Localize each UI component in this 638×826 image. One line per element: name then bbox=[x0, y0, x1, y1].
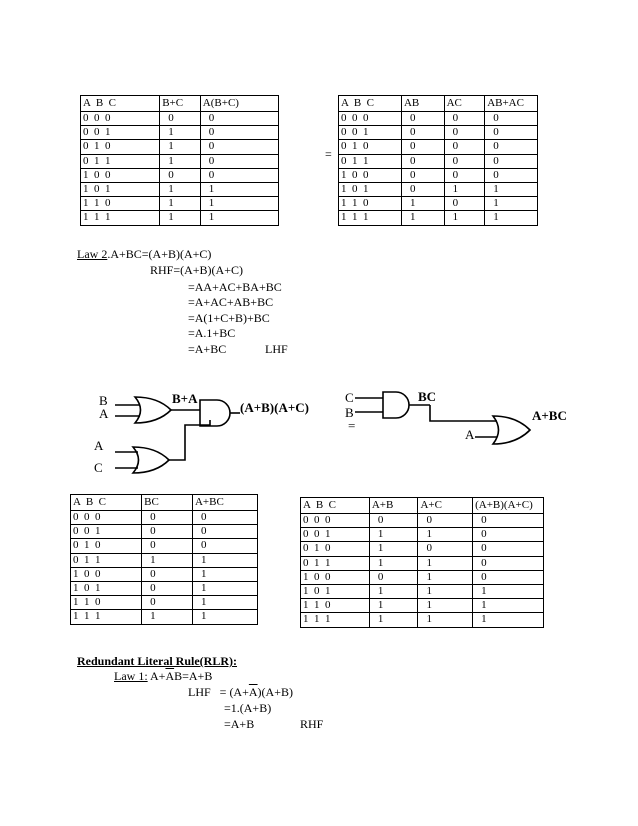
table-cell: 1 bbox=[401, 197, 444, 211]
table-cell: 1 1 1 bbox=[339, 211, 402, 225]
table-cell: 0 bbox=[444, 140, 485, 154]
table-cell: 1 bbox=[473, 584, 544, 598]
rlr-line-2: =1.(A+B) bbox=[224, 701, 272, 715]
input-a-label: A bbox=[99, 406, 109, 421]
table-cell: 1 1 0 bbox=[81, 197, 160, 211]
table-cell: 1 bbox=[444, 182, 485, 196]
table-cell: 1 bbox=[473, 613, 544, 627]
law2-line-6: =A+BC bbox=[188, 342, 227, 356]
table-cell: 0 0 0 bbox=[339, 112, 402, 126]
rlr-law1-expr-a: A+ bbox=[150, 669, 166, 683]
combined-output-label: (A+B)(A+C) bbox=[240, 400, 309, 415]
table-cell: 1 bbox=[200, 182, 278, 196]
truth-table-a-plus-b-times-a-plus-c bbox=[300, 497, 544, 628]
column-header: AB+AC bbox=[485, 96, 538, 112]
or-gate-2 bbox=[133, 447, 169, 473]
table-cell: 1 0 1 bbox=[301, 584, 370, 598]
table-cell: 1 0 1 bbox=[71, 581, 142, 595]
table-cell: 1 bbox=[369, 542, 418, 556]
table-cell: 0 bbox=[200, 112, 278, 126]
table-cell: 1 0 0 bbox=[71, 567, 142, 581]
table-cell: 1 bbox=[200, 211, 278, 225]
input-c-label: C bbox=[94, 460, 103, 475]
table-cell: 0 bbox=[200, 126, 278, 140]
column-header: A B C bbox=[71, 495, 142, 511]
table-cell: 0 bbox=[192, 539, 257, 553]
truth-table-a-plus-bc bbox=[70, 494, 258, 625]
table-cell: 0 0 0 bbox=[71, 511, 142, 525]
law2-lhf-label: LHF bbox=[265, 342, 288, 356]
table-cell: 0 bbox=[200, 154, 278, 168]
table-cell: 0 bbox=[200, 168, 278, 182]
rlr-law1-a-bar: $\overline{A}$ bbox=[165, 669, 175, 683]
table-cell: 0 0 1 bbox=[81, 126, 160, 140]
table-cell: 0 bbox=[401, 112, 444, 126]
column-header: A(B+C) bbox=[200, 96, 278, 112]
rlr-lhf-line bbox=[188, 684, 293, 700]
column-header: A B C bbox=[301, 498, 370, 514]
table-row bbox=[301, 570, 544, 584]
table-cell: 0 bbox=[473, 542, 544, 556]
table-cell: 1 bbox=[369, 556, 418, 570]
input-a-right-label: A bbox=[465, 427, 475, 442]
table-cell: 0 1 1 bbox=[339, 154, 402, 168]
table-cell: 1 1 1 bbox=[81, 211, 160, 225]
final-output-label: A+BC bbox=[532, 408, 567, 423]
table-cell: 1 bbox=[192, 553, 257, 567]
table-cell: 0 1 0 bbox=[339, 140, 402, 154]
table-cell: 0 bbox=[418, 514, 473, 528]
table-cell: 1 bbox=[485, 182, 538, 196]
table-row bbox=[71, 539, 258, 553]
table-cell: 0 bbox=[444, 112, 485, 126]
column-header: A+B bbox=[369, 498, 418, 514]
rlr-law1 bbox=[114, 668, 212, 684]
table-row bbox=[301, 556, 544, 570]
or1-output-label: B+A bbox=[172, 391, 198, 406]
table-row bbox=[71, 553, 258, 567]
table-row bbox=[301, 528, 544, 542]
table-cell: 1 1 1 bbox=[301, 613, 370, 627]
table-cell: 1 0 1 bbox=[339, 182, 402, 196]
table-cell: 1 1 0 bbox=[339, 197, 402, 211]
table-cell: 0 bbox=[473, 528, 544, 542]
table-cell: 0 bbox=[444, 168, 485, 182]
table-cell: 1 0 0 bbox=[81, 168, 160, 182]
table-cell: 0 0 1 bbox=[339, 126, 402, 140]
table-cell: 0 bbox=[160, 112, 201, 126]
table-header-row bbox=[71, 495, 258, 511]
table-cell: 1 bbox=[418, 584, 473, 598]
rlr-lhf-prefix: LHF = (A+ bbox=[188, 685, 249, 699]
table-cell: 1 bbox=[160, 197, 201, 211]
table-cell: 0 0 1 bbox=[301, 528, 370, 542]
table-cell: 1 bbox=[418, 570, 473, 584]
table-cell: 0 bbox=[444, 154, 485, 168]
table-cell: 0 0 0 bbox=[81, 112, 160, 126]
table-cell: 0 1 0 bbox=[301, 542, 370, 556]
input-b-label: B bbox=[99, 393, 108, 408]
table-cell: 1 bbox=[160, 154, 201, 168]
table-cell: 1 bbox=[473, 599, 544, 613]
column-header: B+C bbox=[160, 96, 201, 112]
table-cell: 0 bbox=[142, 596, 193, 610]
rlr-line-3: =A+B bbox=[224, 717, 255, 731]
table-cell: 1 bbox=[200, 197, 278, 211]
table-cell: 0 bbox=[444, 197, 485, 211]
table-cell: 0 bbox=[485, 112, 538, 126]
table-cell: 1 bbox=[369, 599, 418, 613]
table-cell: 0 bbox=[485, 168, 538, 182]
table-cell: 0 bbox=[200, 140, 278, 154]
rlr-law1-label: Law 1: bbox=[114, 669, 148, 683]
table-cell: 0 bbox=[401, 168, 444, 182]
table-cell: 0 bbox=[192, 511, 257, 525]
law2-line-5: =A.1+BC bbox=[188, 326, 236, 340]
table-cell: 0 bbox=[401, 182, 444, 196]
table-row bbox=[301, 584, 544, 598]
table-cell: 1 bbox=[418, 599, 473, 613]
table-cell: 0 bbox=[160, 168, 201, 182]
table-cell: 1 bbox=[369, 584, 418, 598]
table-cell: 1 bbox=[160, 211, 201, 225]
table-cell: 1 bbox=[485, 197, 538, 211]
or-gate-1 bbox=[135, 397, 171, 423]
table-cell: 0 bbox=[444, 126, 485, 140]
column-header: A+C bbox=[418, 498, 473, 514]
table-cell: 0 bbox=[473, 556, 544, 570]
table-cell: 1 bbox=[192, 581, 257, 595]
law2-line-2: =AA+AC+BA+BC bbox=[188, 280, 282, 294]
equals-sign: = bbox=[325, 147, 332, 161]
table-cell: 1 bbox=[160, 126, 201, 140]
table-cell: 1 bbox=[160, 140, 201, 154]
table-cell: 1 bbox=[418, 556, 473, 570]
table-cell: 0 bbox=[485, 154, 538, 168]
table-row bbox=[71, 581, 258, 595]
table-cell: 0 1 0 bbox=[71, 539, 142, 553]
table-cell: 1 bbox=[192, 596, 257, 610]
table-cell: 0 bbox=[485, 140, 538, 154]
column-header: A B C bbox=[81, 96, 160, 112]
input-c-right-label: C bbox=[345, 390, 354, 405]
table-cell: 0 bbox=[401, 126, 444, 140]
table-cell: 0 bbox=[142, 581, 193, 595]
table-row bbox=[71, 596, 258, 610]
table-cell: 1 bbox=[418, 528, 473, 542]
table-cell: 0 bbox=[401, 140, 444, 154]
rlr-title: Redundant Literal Rule(RLR): bbox=[77, 654, 238, 668]
law2-label: Law 2 bbox=[77, 247, 108, 261]
table-cell: 0 1 1 bbox=[71, 553, 142, 567]
table-row bbox=[301, 613, 544, 627]
table-row bbox=[71, 567, 258, 581]
table-row bbox=[71, 525, 258, 539]
or-gate-3 bbox=[493, 416, 530, 444]
table-cell: 1 bbox=[142, 553, 193, 567]
table-cell: 0 bbox=[401, 154, 444, 168]
table-cell: 0 bbox=[473, 514, 544, 528]
table-cell: 1 bbox=[192, 610, 257, 624]
table-cell: 0 bbox=[142, 567, 193, 581]
law2-line-3: =A+AC+AB+BC bbox=[188, 295, 274, 309]
table-row bbox=[71, 511, 258, 525]
table-cell: 1 bbox=[369, 528, 418, 542]
table-row bbox=[301, 599, 544, 613]
table-cell: 1 1 0 bbox=[301, 599, 370, 613]
law2-expression: .A+BC=(A+B)(A+C) bbox=[107, 247, 212, 261]
law2-line-1: RHF=(A+B)(A+C) bbox=[150, 263, 243, 277]
rlr-rhf-label: RHF bbox=[300, 717, 324, 731]
table-cell: 1 bbox=[485, 211, 538, 225]
table-cell: 0 bbox=[418, 542, 473, 556]
table-row bbox=[301, 514, 544, 528]
table-header-row bbox=[301, 498, 544, 514]
and-gate-1 bbox=[200, 400, 230, 426]
column-header: A B C bbox=[339, 96, 402, 112]
table-cell: 1 1 1 bbox=[71, 610, 142, 624]
table-cell: 1 bbox=[142, 610, 193, 624]
rlr-lhf-suffix: )(A+B) bbox=[257, 685, 293, 699]
input-a2-label: A bbox=[94, 438, 104, 453]
and-output-label: BC bbox=[418, 389, 437, 404]
column-header: BC bbox=[142, 495, 193, 511]
table-cell: 1 bbox=[418, 613, 473, 627]
rlr-lhf-a-bar: $\overline{A}$ bbox=[248, 685, 258, 699]
table-cell: 1 bbox=[160, 182, 201, 196]
and-gate-2 bbox=[383, 392, 409, 418]
law2-line-4: =A(1+C+B)+BC bbox=[188, 311, 270, 325]
table-cell: 1 0 1 bbox=[81, 182, 160, 196]
table-cell: 1 bbox=[401, 211, 444, 225]
table-cell: 0 bbox=[192, 525, 257, 539]
circuit-equals: = bbox=[348, 418, 356, 433]
table-cell: 0 0 0 bbox=[301, 514, 370, 528]
column-header: A+BC bbox=[192, 495, 257, 511]
table-cell: 1 0 0 bbox=[301, 570, 370, 584]
table-cell: 0 bbox=[142, 539, 193, 553]
table-row bbox=[301, 542, 544, 556]
table-cell: 0 bbox=[473, 570, 544, 584]
rlr-law1-expr-b: B=A+B bbox=[174, 669, 213, 683]
table-cell: 0 0 1 bbox=[71, 525, 142, 539]
table-cell: 1 bbox=[444, 211, 485, 225]
table-cell: 0 1 0 bbox=[81, 140, 160, 154]
table-cell: 1 bbox=[192, 567, 257, 581]
table-cell: 0 bbox=[142, 525, 193, 539]
table-cell: 0 bbox=[369, 570, 418, 584]
column-header: AC bbox=[444, 96, 485, 112]
table-cell: 0 bbox=[369, 514, 418, 528]
table-cell: 1 bbox=[369, 613, 418, 627]
table-cell: 0 1 1 bbox=[81, 154, 160, 168]
column-header: AB bbox=[401, 96, 444, 112]
table-cell: 1 0 0 bbox=[339, 168, 402, 182]
column-header: (A+B)(A+C) bbox=[473, 498, 544, 514]
table-cell: 0 1 1 bbox=[301, 556, 370, 570]
input-b-right-label: B bbox=[345, 405, 354, 420]
table-cell: 1 1 0 bbox=[71, 596, 142, 610]
table-cell: 0 bbox=[142, 511, 193, 525]
table-row bbox=[71, 610, 258, 624]
table-cell: 0 bbox=[485, 126, 538, 140]
